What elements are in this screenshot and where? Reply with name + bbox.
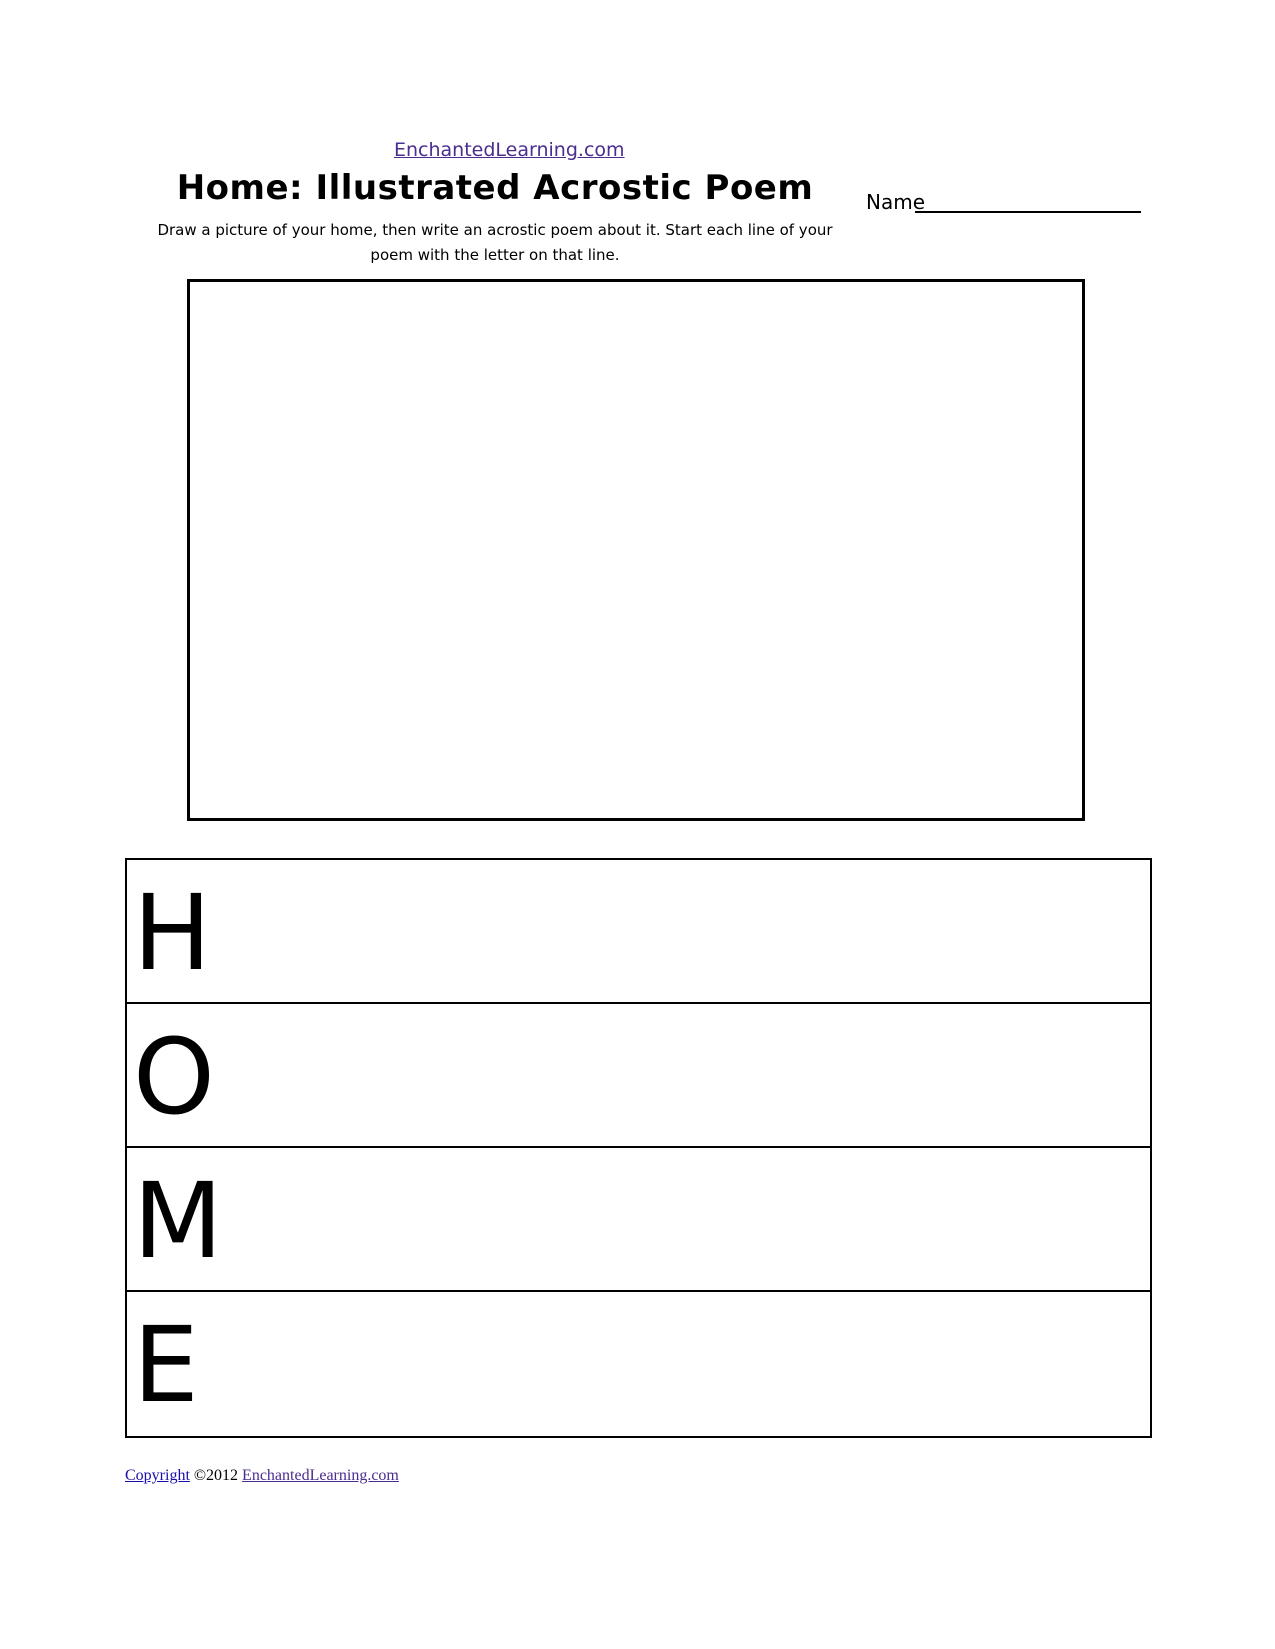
poem-row-e[interactable]	[127, 1292, 1150, 1436]
site-link-footer[interactable]: EnchantedLearning.com	[242, 1467, 399, 1484]
poem-row-m[interactable]	[127, 1148, 1150, 1292]
drawing-box[interactable]	[187, 279, 1085, 821]
copyright-link[interactable]: Copyright	[125, 1467, 190, 1484]
acrostic-poem-table	[125, 858, 1152, 1438]
instructions-text: Draw a picture of your home, then write an acrostic poem about it. Start each line of your poem with the letter on that line.	[157, 221, 833, 264]
copyright-year: ©2012	[189, 1467, 243, 1484]
footer	[125, 1467, 399, 1485]
name-label: Name	[866, 190, 926, 214]
poem-letter: M	[133, 1160, 223, 1282]
page-title: Home: Illustrated Acrostic Poem	[176, 168, 814, 208]
poem-letter: H	[133, 872, 212, 994]
poem-letter: E	[133, 1304, 199, 1426]
site-link-header[interactable]: EnchantedLearning.com	[394, 139, 625, 161]
name-write-line[interactable]	[915, 211, 1141, 213]
poem-row-o[interactable]	[127, 1004, 1150, 1148]
poem-letter: O	[133, 1016, 215, 1138]
poem-row-h[interactable]	[127, 860, 1150, 1004]
